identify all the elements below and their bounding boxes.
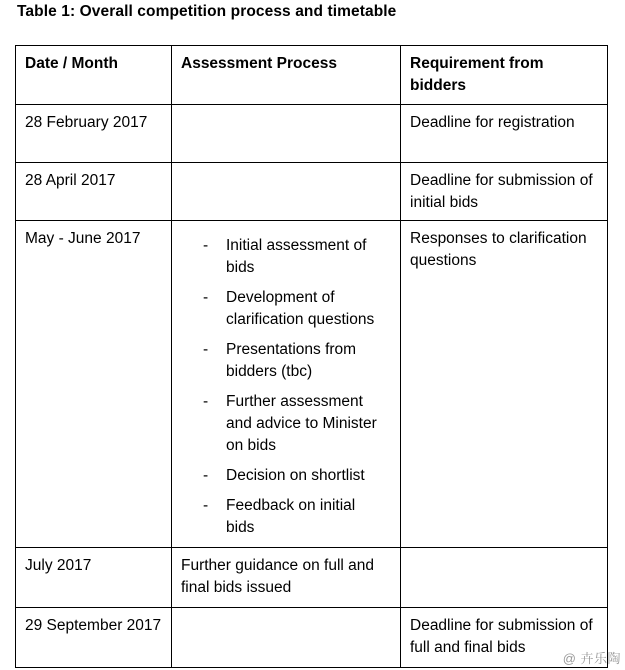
cell-process xyxy=(172,608,401,668)
table-row xyxy=(16,105,608,163)
list-item xyxy=(181,465,392,487)
watermark: @ 卉乐陶 xyxy=(562,651,621,666)
table-row xyxy=(16,221,608,548)
header-process: Assessment Process xyxy=(172,46,401,105)
dash-bullet: - xyxy=(203,467,209,484)
cell-date: May - June 2017 xyxy=(16,221,172,548)
table-row xyxy=(16,548,608,608)
cell-date: July 2017 xyxy=(16,548,172,608)
dash-bullet: - xyxy=(203,341,209,358)
table-caption: Table 1: Overall competition process and timetable xyxy=(17,3,397,20)
cell-date: 28 April 2017 xyxy=(16,163,172,221)
list-item-text: Development of clarification questions xyxy=(226,289,375,328)
cell-process xyxy=(172,163,401,221)
list-item xyxy=(181,495,392,539)
cell-requirement: Responses to clarification questions xyxy=(401,221,608,548)
dash-bullet: - xyxy=(203,393,209,410)
timetable-table xyxy=(15,45,608,668)
dash-bullet: - xyxy=(203,289,209,306)
cell-process xyxy=(172,221,401,548)
process-list xyxy=(181,235,392,539)
cell-requirement: Deadline for registration xyxy=(401,105,608,163)
list-item-text: Initial assessment of bids xyxy=(226,237,367,276)
cell-process: Further guidance on full and final bids issued xyxy=(172,548,401,608)
cell-requirement: Deadline for submission of initial bids xyxy=(401,163,608,221)
list-item xyxy=(181,339,392,383)
list-item-text: Decision on shortlist xyxy=(226,467,365,484)
list-item-text: Further assessment and advice to Minister on bids xyxy=(226,393,377,454)
header-requirement: Requirement from bidders xyxy=(401,46,608,105)
cell-date: 28 February 2017 xyxy=(16,105,172,163)
table-row xyxy=(16,163,608,221)
dash-bullet: - xyxy=(203,497,209,514)
cell-date: 29 September 2017 xyxy=(16,608,172,668)
cell-process xyxy=(172,105,401,163)
table-row xyxy=(16,608,608,668)
list-item xyxy=(181,391,392,457)
list-item-text: Feedback on initial bids xyxy=(226,497,356,536)
cell-requirement xyxy=(401,548,608,608)
list-item xyxy=(181,287,392,331)
list-item-text: Presentations from bidders (tbc) xyxy=(226,341,357,380)
table-header-row xyxy=(16,46,608,105)
header-date: Date / Month xyxy=(16,46,172,105)
cell-requirement: Deadline for submission of full and final bids xyxy=(401,608,608,668)
list-item xyxy=(181,235,392,279)
dash-bullet: - xyxy=(203,237,209,254)
